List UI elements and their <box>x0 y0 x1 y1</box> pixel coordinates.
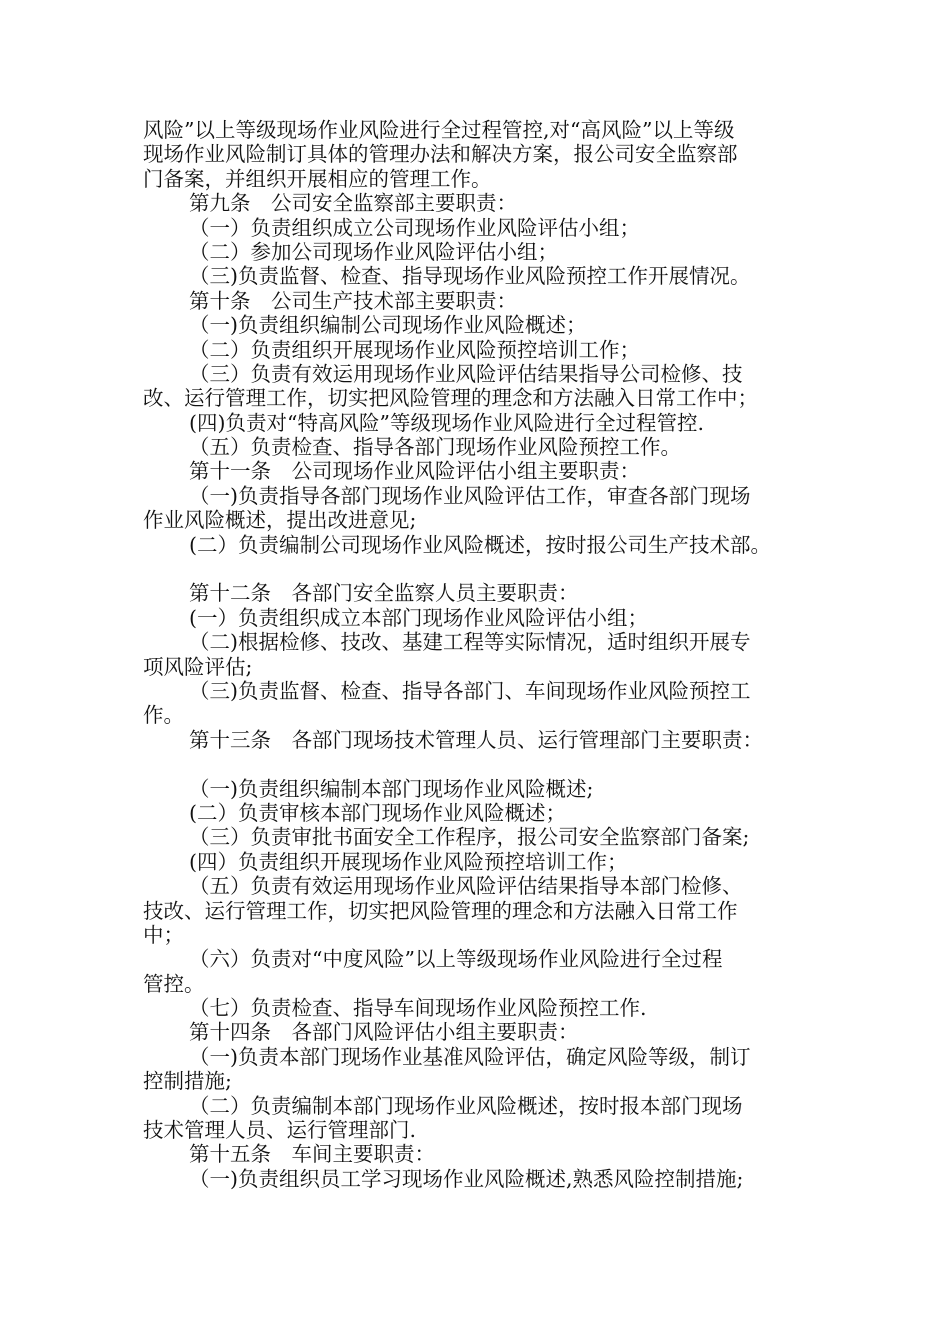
text-line: 中； <box>143 922 184 947</box>
text-line: （五）负责检查、指导各部门现场作业风险预控工作。 <box>189 435 681 460</box>
article-heading: 第十三条 各部门现场技术管理人员、运行管理部门主要职责： <box>189 727 763 752</box>
text-line: (二）负责审核本部门现场作业风险概述； <box>189 800 566 825</box>
text-line: （一)负责组织编制公司现场作业风险概述； <box>189 313 587 338</box>
article-heading: 第十一条 公司现场作业风险评估小组主要职责： <box>189 459 640 484</box>
text-line: 现场作业风险制订具体的管理办法和解决方案，报公司安全监察部 <box>143 142 738 167</box>
text-line: （六）负责对“中度风险”以上等级现场作业风险进行全过程 <box>189 947 723 972</box>
article-heading: 第十条 公司生产技术部主要职责： <box>189 288 517 313</box>
text-line: （一)负责本部门现场作业基准风险评估，确定风险等级，制订 <box>189 1044 751 1069</box>
blank-line <box>143 557 823 581</box>
text-line: (四)负责对“特高风险”等级现场作业风险进行全过程管控. <box>189 410 704 435</box>
text-line: 管控。 <box>143 971 205 996</box>
document-body <box>143 118 823 1191</box>
article-heading: 第十二条 各部门安全监察人员主要职责： <box>189 581 579 606</box>
text-line: (二）负责编制公司现场作业风险概述，按时报公司生产技术部。 <box>189 532 771 557</box>
text-line: （二）参加公司现场作业风险评估小组； <box>189 239 558 264</box>
text-line: 作业风险概述，提出改进意见; <box>143 508 417 533</box>
text-line: 作。 <box>143 703 184 728</box>
text-line: （一)负责指导各部门现场作业风险评估工作，审查各部门现场 <box>189 483 751 508</box>
article-heading: 第十五条 车间主要职责： <box>189 1142 435 1167</box>
text-line: （三)负责监督、检查、指导各部门、车间现场作业风险预控工 <box>189 678 751 703</box>
text-line: 风险”以上等级现场作业风险进行全过程管控,对“高风险”以上等级 <box>143 118 735 142</box>
text-line: （三)负责监督、检查、指导现场作业风险预控工作开展情况。 <box>189 264 751 289</box>
blank-line <box>143 752 823 776</box>
article-heading: 第十四条 各部门风险评估小组主要职责： <box>189 1020 579 1045</box>
text-line: 控制措施; <box>143 1069 232 1094</box>
text-line: （一）负责组织成立公司现场作业风险评估小组； <box>189 215 640 240</box>
text-line: （二)根据检修、技改、基建工程等实际情况，适时组织开展专 <box>189 630 751 655</box>
text-line: （七）负责检查、指导车间现场作业风险预控工作. <box>189 996 647 1021</box>
text-line: 项风险评估; <box>143 654 253 679</box>
text-line: （二）负责编制本部门现场作业风险概述，按时报本部门现场 <box>189 1093 743 1118</box>
text-line: (四）负责组织开展现场作业风险预控培训工作； <box>189 849 628 874</box>
text-line: （三）负责有效运用现场作业风险评估结果指导公司检修、技 <box>189 361 743 386</box>
article-heading: 第九条 公司安全监察部主要职责： <box>189 191 517 216</box>
text-line: （二）负责组织开展现场作业风险预控培训工作； <box>189 337 640 362</box>
text-line: 门备案，并组织开展相应的管理工作。 <box>143 166 492 191</box>
text-line: （一)负责组织编制本部门现场作业风险概述; <box>189 776 594 801</box>
text-line: （一)负责组织员工学习现场作业风险概述,熟悉风险控制措施; <box>189 1166 744 1191</box>
text-line: 改、运行管理工作，切实把风险管理的理念和方法融入日常工作中； <box>143 386 758 411</box>
text-line: （五）负责有效运用现场作业风险评估结果指导本部门检修、 <box>189 874 743 899</box>
text-line: 技术管理人员、运行管理部门. <box>143 1118 417 1143</box>
text-line: (一）负责组织成立本部门现场作业风险评估小组； <box>189 605 648 630</box>
text-line: 技改、运行管理工作，切实把风险管理的理念和方法融入日常工作 <box>143 898 738 923</box>
text-line: （三）负责审批书面安全工作程序，报公司安全监察部门备案; <box>189 825 750 850</box>
